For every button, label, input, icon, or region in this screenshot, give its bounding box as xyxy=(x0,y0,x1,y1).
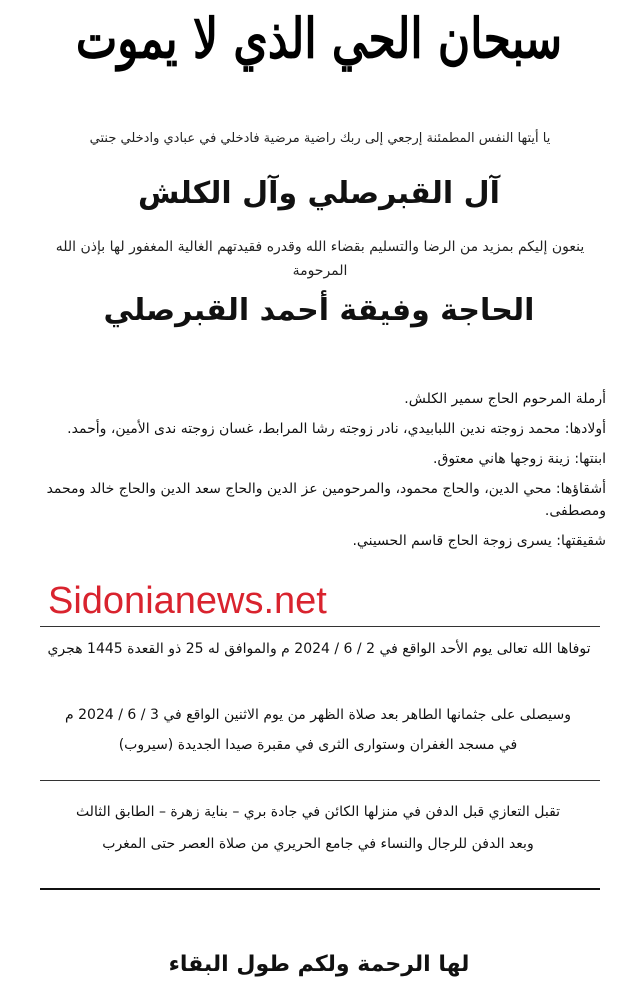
widow-line: أرملة المرحوم الحاج سمير الكلش. xyxy=(404,391,606,407)
divider-top xyxy=(40,626,600,627)
prayer-line-2: في مسجد الغفران وستوارى الثرى في مقبرة صيدا الجديدة (سيروب) xyxy=(118,737,518,753)
condolences-details xyxy=(30,796,606,860)
quran-verse: يا أيتها النفس المطمئنة إرجعي إلى ربك راضية مرضية فادخلي في عبادي وادخلي جنتي xyxy=(89,131,551,146)
announcement-text: ينعون إليكم بمزيد من الرضا والتسليم بقضاء الله وقدره فقيدتهم الغالية المغفور لها بإذن الله المرحومة xyxy=(55,239,585,279)
calligraphy-title: سبحان الحي الذي لا يموت xyxy=(75,7,563,72)
relatives-list xyxy=(30,388,606,560)
condolences-line-1: تقبل التعازي قبل الدفن في منزلها الكائن في جادة بري – بناية زهرة – الطابق الثالث xyxy=(75,804,561,820)
closing-line: لها الرحمة ولكم طول البقاء xyxy=(168,952,470,977)
families-heading: آل القبرصلي وآل الكلش xyxy=(138,176,500,211)
divider-middle xyxy=(40,780,600,781)
sister-line: شقيقتها: يسرى زوجة الحاج قاسم الحسيني. xyxy=(352,533,606,549)
condolences-line-2: وبعد الدفن للرجال والنساء في جامع الحريري من صلاة العصر حتى المغرب xyxy=(102,836,534,852)
brothers-line: أشقاؤها: محي الدين، والحاج محمود، والمرحومين عز الدين والحاج سعد الدين والحاج خالد ومحمد ومصطفى. xyxy=(46,481,606,519)
prayer-line-1: وسيصلى على جثمانها الطاهر بعد صلاة الظهر من يوم الاثنين الواقع في 3 / 6 / 2024 م xyxy=(65,707,571,723)
deceased-name: الحاجة وفيقة أحمد القبرصلي xyxy=(103,293,535,328)
prayer-details xyxy=(30,700,606,760)
divider-bottom xyxy=(40,888,600,890)
sons-line: أولادها: محمد زوجته ندين اللبابيدي، نادر زوجته رشا المرابط، غسان زوجته ندى الأمين، وأحمد. xyxy=(67,421,606,437)
daughter-line: ابنتها: زينة زوجها هاني معتوق. xyxy=(433,451,606,467)
watermark: Sidonianews.net xyxy=(48,580,327,622)
death-notice: توفاها الله تعالى يوم الأحد الواقع في 2 / 6 / 2024 م والموافق له 25 ذو القعدة 1445 هجري xyxy=(47,641,591,657)
